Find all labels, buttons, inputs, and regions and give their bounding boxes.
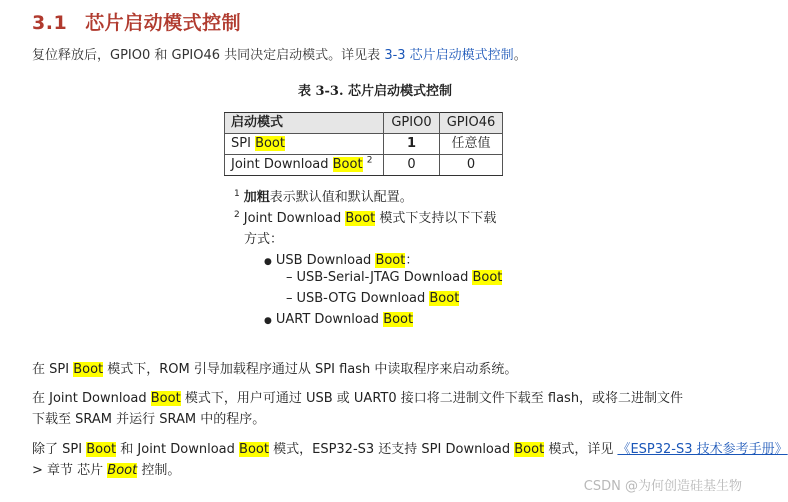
highlight: Boot (375, 253, 406, 268)
list-text: USB Download (275, 253, 376, 268)
footnote-mark: 2 (234, 210, 240, 220)
highlight: Boot (73, 362, 104, 377)
paragraph-spi-download (32, 438, 788, 457)
cell-mode (225, 155, 384, 176)
section-number: 3.1 (32, 12, 68, 34)
paragraph-text: 除了 SPI (32, 442, 87, 457)
highlight: Boot (332, 157, 363, 172)
watermark: CSDN @为何创造硅基生物 (583, 479, 742, 494)
list-text: ： (405, 253, 419, 268)
tech-reference-manual-link[interactable]: 《ESP32-S3 技术参考手册》 (617, 442, 788, 457)
table-row (225, 155, 503, 176)
footnote-text: 模式下支持以下下载 (375, 211, 497, 226)
paragraph-spi-boot (32, 358, 517, 377)
footnote-text: Joint Download (243, 211, 346, 226)
paragraph-text: 在 SPI (32, 362, 74, 377)
table-cross-reference-link[interactable]: 3-3 芯片启动模式控制 (384, 48, 514, 63)
paragraph-text: 模式，ESP32-S3 还支持 SPI Download (268, 442, 515, 457)
footnote-ref: 2 (366, 155, 373, 166)
section-heading (32, 8, 241, 35)
table-row (225, 134, 503, 155)
header-boot-mode: 启动模式 (225, 113, 384, 134)
paragraph-text: 在 Joint Download (32, 391, 151, 406)
sub-list-item (286, 270, 502, 285)
footnote-2 (234, 207, 496, 226)
header-gpio0: GPIO0 (384, 113, 440, 134)
cell-gpio46: 任意值 (440, 134, 503, 155)
footnote-mark: 1 (234, 189, 240, 199)
bullet-icon: ● (264, 257, 272, 267)
paragraph-spi-download-continued (32, 459, 180, 478)
list-text: UART Download (275, 312, 384, 327)
mode-text: Joint Download (231, 157, 333, 172)
list-text: USB-Serial-JTAG Download (296, 270, 473, 285)
mode-text: SPI (231, 136, 256, 151)
dash-icon: – (286, 291, 293, 306)
footnote-1 (234, 186, 413, 205)
paragraph-text: 模式下，用户可通过 USB 或 UART0 接口将二进制文件下载至 flash，或将二进制文件 (180, 391, 684, 406)
paragraph-text: 模式下，ROM 引导加载程序通过从 SPI flash 中读取程序来启动系统。 (103, 362, 518, 377)
section-title: 芯片启动模式控制 (85, 12, 242, 34)
intro-text: 复位释放后，GPIO0 和 GPIO46 共同决定启动模式。详见表 (32, 48, 385, 63)
dash-icon: – (286, 270, 293, 285)
highlight: Boot (472, 270, 503, 285)
cell-gpio0: 0 (384, 155, 440, 176)
highlight: Boot (107, 463, 138, 478)
footnote-text: 表示默认值和默认配置。 (269, 190, 413, 205)
highlight: Boot (514, 442, 545, 457)
bold-word: 加粗 (243, 190, 270, 205)
highlight: Boot (383, 312, 414, 327)
highlight: Boot (429, 291, 460, 306)
highlight: Boot (86, 442, 117, 457)
boot-mode-table (224, 112, 503, 176)
intro-paragraph (32, 44, 527, 63)
highlight: Boot (345, 211, 376, 226)
paragraph-joint-download-continued: 下载至 SRAM 并运行 SRAM 中的程序。 (32, 412, 266, 427)
paragraph-text: 控制。 (137, 463, 181, 478)
footnote-2-continued: 方式： (244, 232, 284, 247)
intro-end: 。 (513, 48, 527, 63)
cell-mode (225, 134, 384, 155)
cell-gpio0: 1 (384, 134, 440, 155)
list-item (264, 249, 418, 268)
paragraph-text: 和 Joint Download (116, 442, 240, 457)
header-gpio46: GPIO46 (440, 113, 503, 134)
bullet-icon: ● (264, 316, 272, 326)
table-caption: 表 3-3. 芯片启动模式控制 (297, 84, 453, 99)
sub-list-item (286, 291, 459, 306)
paragraph-text: 模式，详见 (544, 442, 618, 457)
list-text: USB-OTG Download (296, 291, 430, 306)
list-item (264, 312, 413, 327)
table-header-row (225, 113, 503, 134)
paragraph-text: > 章节 芯片 (32, 463, 108, 478)
highlight: Boot (239, 442, 269, 457)
highlight: Boot (150, 391, 181, 406)
paragraph-joint-download (32, 387, 683, 406)
highlight: Boot (255, 136, 285, 151)
cell-gpio46: 0 (440, 155, 503, 176)
